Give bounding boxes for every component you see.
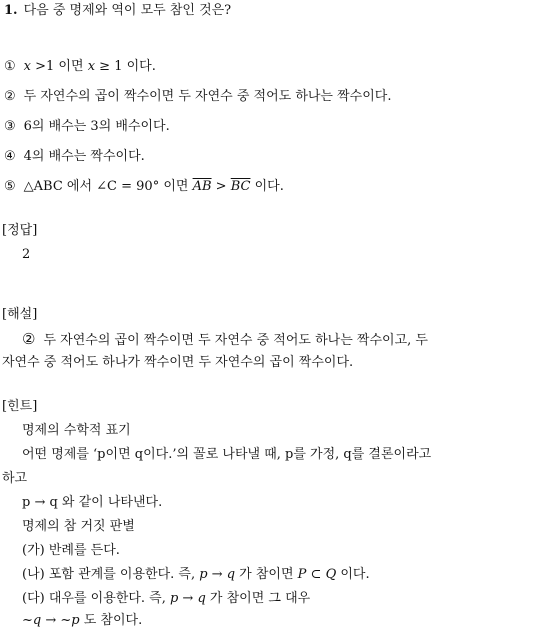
option-1: ① x >1 이면 x ≥ 1 이다. [4,59,156,74]
explanation-label: [해설] [2,307,38,322]
option-3 [4,118,170,136]
hint-title-1: 명제의 수학적 표기 [22,423,131,438]
explanation-number: ② [22,330,36,348]
option-number: ② [4,89,16,104]
question-number: 1. [4,3,18,18]
hint-item-da-cont: ~q → ~p 도 참이다. [22,613,143,628]
hint-title-2: 명제의 참 거짓 판별 [22,519,135,534]
explanation-line-2: 자연수 중 적어도 하나가 짝수이면 두 자연수의 곱이 짝수이다. [2,355,354,370]
explanation-line-1: ② 두 자연수의 곱이 짝수이면 두 자연수 중 적어도 하나는 짝수이고, 두 [22,330,428,348]
hint-body-2: p → q 와 같이 나타낸다. [22,495,163,510]
answer-value: 2 [22,247,31,262]
hint-body-1: 어떤 명제를 ‘p이면 q이다.’의 꼴로 나타낼 때, p를 가정, q를 결론이라고 [22,447,432,462]
question-text: 다음 중 명제와 역이 모두 참인 것은? [23,3,232,18]
option-text: 6의 배수는 3의 배수이다. [23,119,170,134]
option-number: ③ [4,119,16,134]
hint-item-ga: (가) 반례를 든다. [22,543,120,558]
hint-item-na: (나) 포함 관계를 이용한다. 즉, p → q 가 참이면 P ⊂ Q 이다. [22,567,370,582]
hint-label: [힌트] [2,399,38,414]
option-5: ⑤ △ABC 에서 ∠C = 90° 이면 $\overline{AB} > \overline{BC}$ 이다. [4,179,284,194]
hint-item-da: (다) 대우를 이용한다. 즉, p → q 가 참이면 그 대우 [22,591,311,606]
option-text: 4의 배수는 짝수이다. [23,149,145,164]
segment-bc: $\overline{BC}$ [230,179,251,194]
question-line [4,2,231,20]
answer-label: [정답] [2,223,38,238]
option-number: ④ [4,149,16,164]
segment-ab: $\overline{AB}$ [192,179,212,194]
option-number: ① [4,59,16,74]
hint-body-1b: 하고 [2,471,28,486]
option-text: 두 자연수의 곱이 짝수이면 두 자연수 중 적어도 하나는 짝수이다. [23,89,392,104]
option-4 [4,148,145,166]
option-number: ⑤ [4,179,16,194]
option-2 [4,88,392,106]
